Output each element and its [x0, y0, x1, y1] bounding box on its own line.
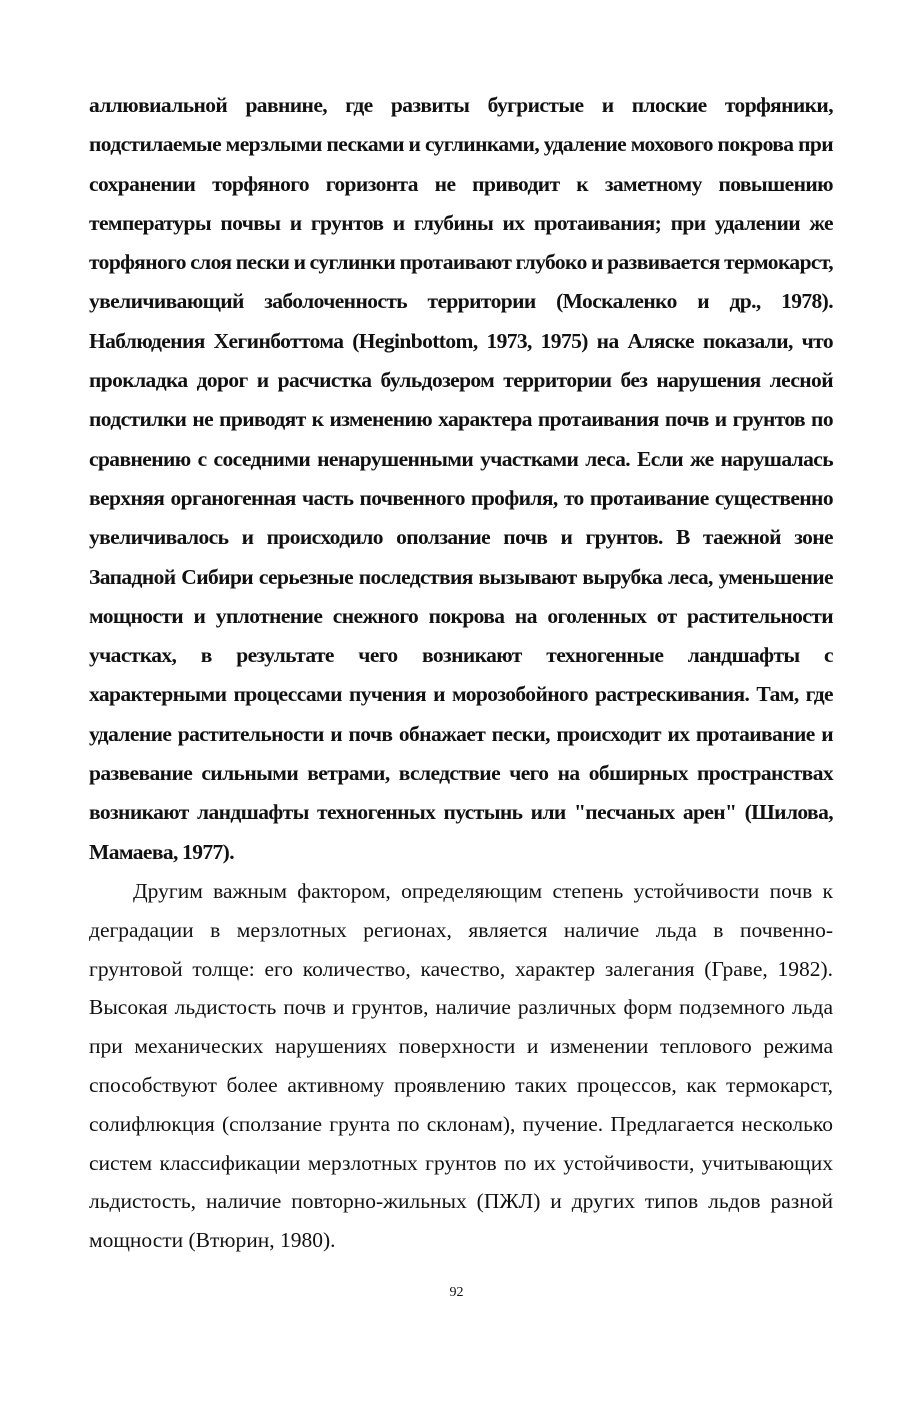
- paragraph-ice-content: Другим важным фактором, определяющим степень устойчивости почв к деградации в мерзлотных регионах, является наличие льда в почвенно-грунтовой толще: его количество, качество, характер залегания (Граве, 1982). Высокая льдистость почв и грунтов, наличие различных форм подземного льда при механических нарушениях поверхности и изменении теплового режима способствуют более активному проявлению таких процессов, как термокарст, солифлюкция (сползание грунта по склонам), пучение. Предлагается несколько систем классификации мерзлотных грунтов по их устойчивости, учитывающих льдистость, наличие повторно-жильных (ПЖЛ) и других типов льдов разной мощности (Втюрин, 1980).: [89, 879, 833, 1253]
- paragraph-permafrost-disturbance: аллювиальной равнине, где развиты бугристые и плоские торфяники, подстилаемые мерзлыми песками и суглинками, удаление мохового покрова при сохранении торфяного горизонта не приводит к заметному повышению температуры почвы и грунтов и глубины их протаивания; при удалении же торфяного слоя пески и суглинки протаивают глубоко и развивается термокарст, увеличивающий заболоченность территории (Москаленко и др., 1978). Наблюдения Хегинботтома (Heginbottom, 1973, 1975) на Аляске показали, что прокладка дорог и расчистка бульдозером территории без нарушения лесной подстилки не приводят к изменению характера протаивания почв и грунтов по сравнению с соседними ненарушенными участками леса. Если же нарушалась верхняя органогенная часть почвенного профиля, то протаивание существенно увеличивалось и происходило оползание почв и грунтов. В таежной зоне Западной Сибири серьезные последствия вызывают вырубка леса, уменьшение мощности и уплотнение снежного покрова на оголенных от растительности участках, в результате чего возникают техногенные ландшафты с характерными процессами пучения и морозобойного растрескивания. Там, где удаление растительности и почв обнажает пески, происходит их протаивание и развевание сильными ветрами, вследствие чего на обширных пространствах возникают ландшафты техногенных пустынь или "песчаных арен" (Шилова, Мамаева, 1977).: [89, 93, 833, 864]
- page-number: 92: [449, 1285, 464, 1300]
